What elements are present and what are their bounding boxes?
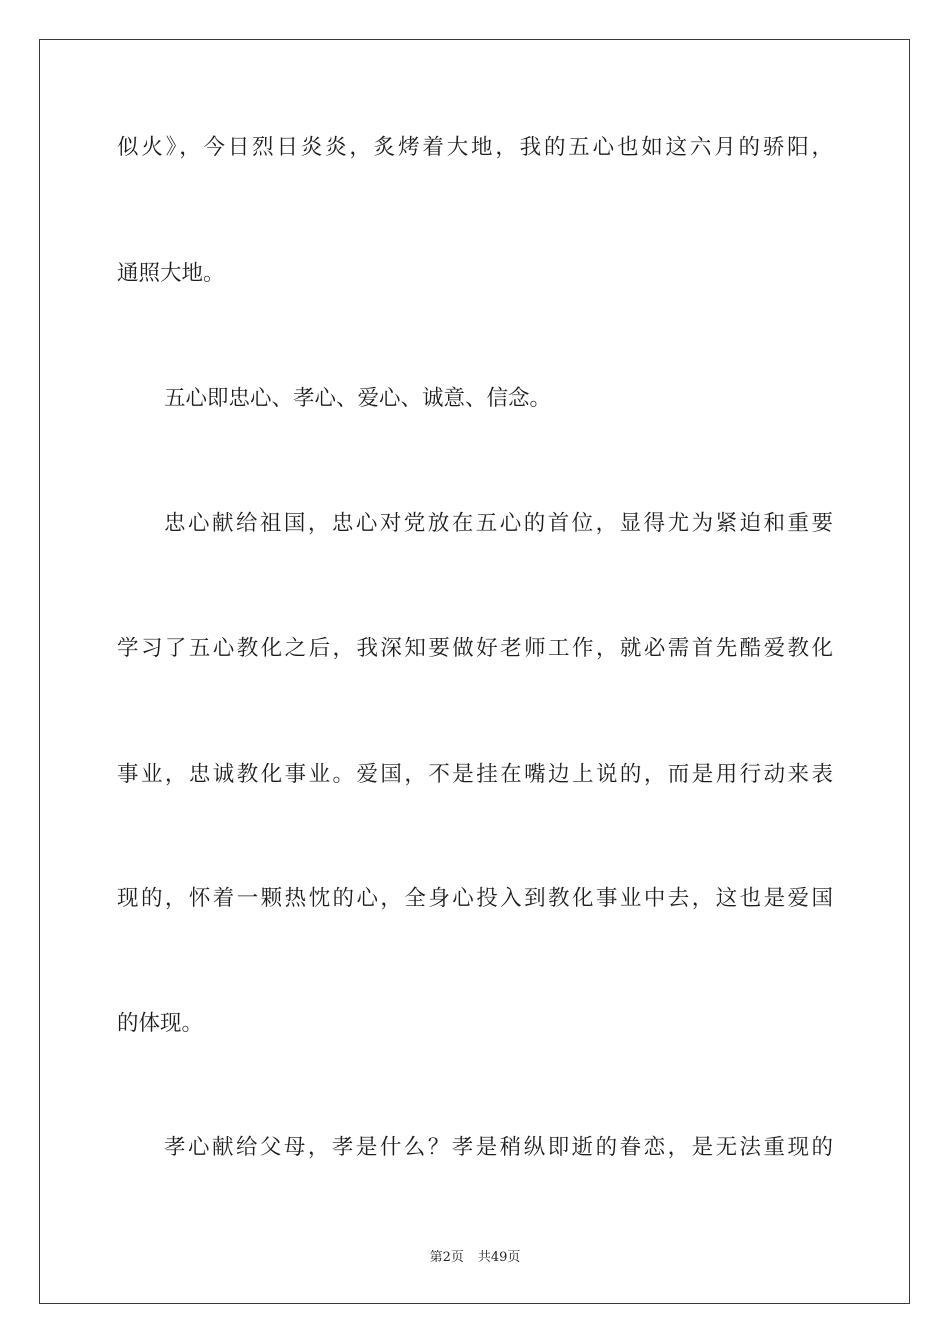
text-line-2: 通照大地。 — [117, 261, 225, 286]
text-line-4: 忠心献给祖国，忠心对党放在五心的首位，显得尤为紧迫和重要 — [164, 511, 833, 536]
page-total: 共49页 — [477, 1250, 521, 1265]
text-line-3: 五心即忠心、孝心、爱心、诚意、信念。 — [164, 386, 552, 411]
text-line-7: 现的，怀着一颗热忱的心，全身心投入到教化事业中去，这也是爱国 — [117, 886, 833, 911]
text-line-5: 学习了五心教化之后，我深知要做好老师工作，就必需首先酷爱教化 — [117, 636, 833, 661]
page-border — [39, 39, 910, 1304]
text-line-8: 的体现。 — [117, 1011, 204, 1036]
text-line-1: 似火》，今日烈日炎炎，炙烤着大地，我的五心也如这六月的骄阳， — [117, 135, 833, 160]
page-footer — [0, 1246, 950, 1265]
text-line-9: 孝心献给父母，孝是什么？孝是稍纵即逝的眷恋，是无法重现的 — [164, 1135, 833, 1160]
page-number: 第2页 — [429, 1250, 464, 1265]
text-line-6: 事业，忠诚教化事业。爱国，不是挂在嘴边上说的，而是用行动来表 — [117, 762, 833, 787]
